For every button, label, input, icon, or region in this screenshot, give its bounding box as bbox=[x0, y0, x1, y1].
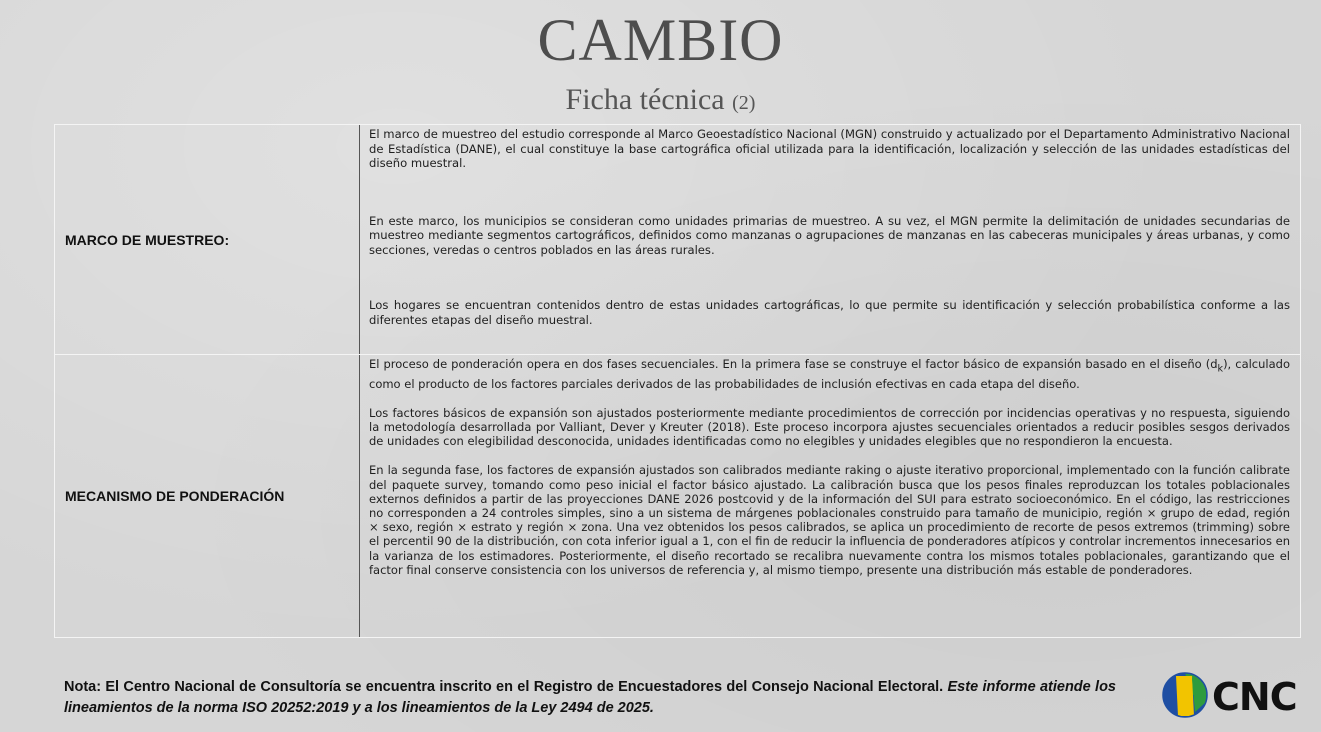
marco-paragraph-3: Los hogares se encuentran contenidos dentro de estas unidades cartográficas, lo que permite su identificación y selección probabilística conforme a las diferentes etapas del diseño muestral. bbox=[369, 298, 1290, 327]
row-content-marco bbox=[360, 125, 1300, 354]
table-row-ponderacion bbox=[55, 355, 1300, 637]
ponderacion-paragraph-1 bbox=[369, 357, 1290, 391]
ponderacion-paragraph-3: En la segunda fase, los factores de expansión ajustados son calibrados mediante raking o ajuste iterativo proporcional, implementado con la función calibrate del paquete survey, tomando como peso inicial el factor básico ajustado. La calibración busca que los pesos finales reproduzcan los totales poblacionales externos definidos a partir de las proyecciones DANE 2026 postcovid y de la información del SUI para estrato socioeconómico. En el código, las restricciones no corresponden a 24 controles simples, sino a un sistema de márgenes poblacionales construido para tamaño de municipio, región × grupo de edad, región × sexo, región × estrato y región × zona. Una vez obtenidos los pesos calibrados, se aplica un procedimiento de recorte de pesos extremos (trimming) sobre el percentil 90 de la distribución, con cota inferior igual a 1, con el fin de reducir la influencia de ponderadores atípicos y controlar incrementos innecesarios en la varianza de los estimadores. Posteriormente, el diseño recortado se recalibra nuevamente contra los mismos totales poblacionales, garantizando que el factor final conserve consistencia con los universos de referencia y, al mismo tiempo, presente una distribución más estable de ponderadores. bbox=[369, 463, 1290, 577]
row-label-ponderacion: MECANISMO DE PONDERACIÓN bbox=[55, 355, 360, 637]
page-title: CAMBIO bbox=[537, 7, 784, 73]
subtitle-text: Ficha técnica bbox=[565, 83, 725, 116]
row-label-marco: MARCO DE MUESTREO: bbox=[55, 125, 360, 354]
cnc-logo-text: CNC bbox=[1212, 675, 1297, 719]
ponderacion-p1-sub: k bbox=[1217, 363, 1224, 375]
ponderacion-p1-pre: El proceso de ponderación opera en dos fases secuenciales. En la primera fase se construye el factor básico de expansión basado en el diseño (d bbox=[369, 357, 1218, 371]
marco-paragraph-2: En este marco, los municipios se consideran como unidades primarias de muestreo. A su vez, el MGN permite la delimitación de unidades secundarias de muestreo mediante segmentos cartográficos, definidos como manzanas o agrupaciones de manzanas en las cabeceras municipales y áreas urbanas, y como secciones, veredas o centros poblados en las áreas rurales. bbox=[369, 213, 1290, 257]
ponderacion-p1-post: ), calculado como el producto de los factores parciales derivados de las probabilidades de inclusión efectivas en cada etapa del diseño. bbox=[369, 357, 1290, 391]
subtitle-number: (2) bbox=[732, 92, 756, 114]
note-italic-text: Este informe atiende los lineamientos de la norma ISO 20252:2019 y a los lineamientos de la Ley 2494 de 2025. bbox=[64, 679, 1116, 716]
technical-sheet-table bbox=[54, 124, 1301, 638]
note-bold-text: Nota: El Centro Nacional de Consultoría se encuentra inscrito en el Registro de Encuestadores del Consejo Nacional Electoral. bbox=[64, 679, 944, 695]
ponderacion-paragraph-2: Los factores básicos de expansión son ajustados posteriormente mediante procedimientos de corrección por incidencias operativas y no respuesta, siguiendo la metodología desarrollada por Valliant, Dever y Kreuter (2018). Este proceso incorpora ajustes secuenciales orientados a reducir posibles sesgos derivados de unidades con elegibilidad desconocida, unidades identificadas como no elegibles y unidades elegibles que no respondieron la encuesta. bbox=[369, 405, 1290, 449]
cnc-logo bbox=[1162, 672, 1312, 722]
cnc-logo-icon bbox=[1162, 672, 1208, 723]
row-content-ponderacion bbox=[360, 355, 1300, 637]
page-subtitle bbox=[0, 82, 1321, 121]
table-row-marco bbox=[55, 125, 1300, 355]
footer-note bbox=[64, 677, 1116, 719]
marco-paragraph-1: El marco de muestreo del estudio corresponde al Marco Geoestadístico Nacional (MGN) construido y actualizado por el Departamento Administrativo Nacional de Estadística (DANE), el cual constituye la base cartográfica oficial utilizada para la identificación, localización y selección de las unidades estadísticas del diseño muestral. bbox=[369, 127, 1290, 170]
